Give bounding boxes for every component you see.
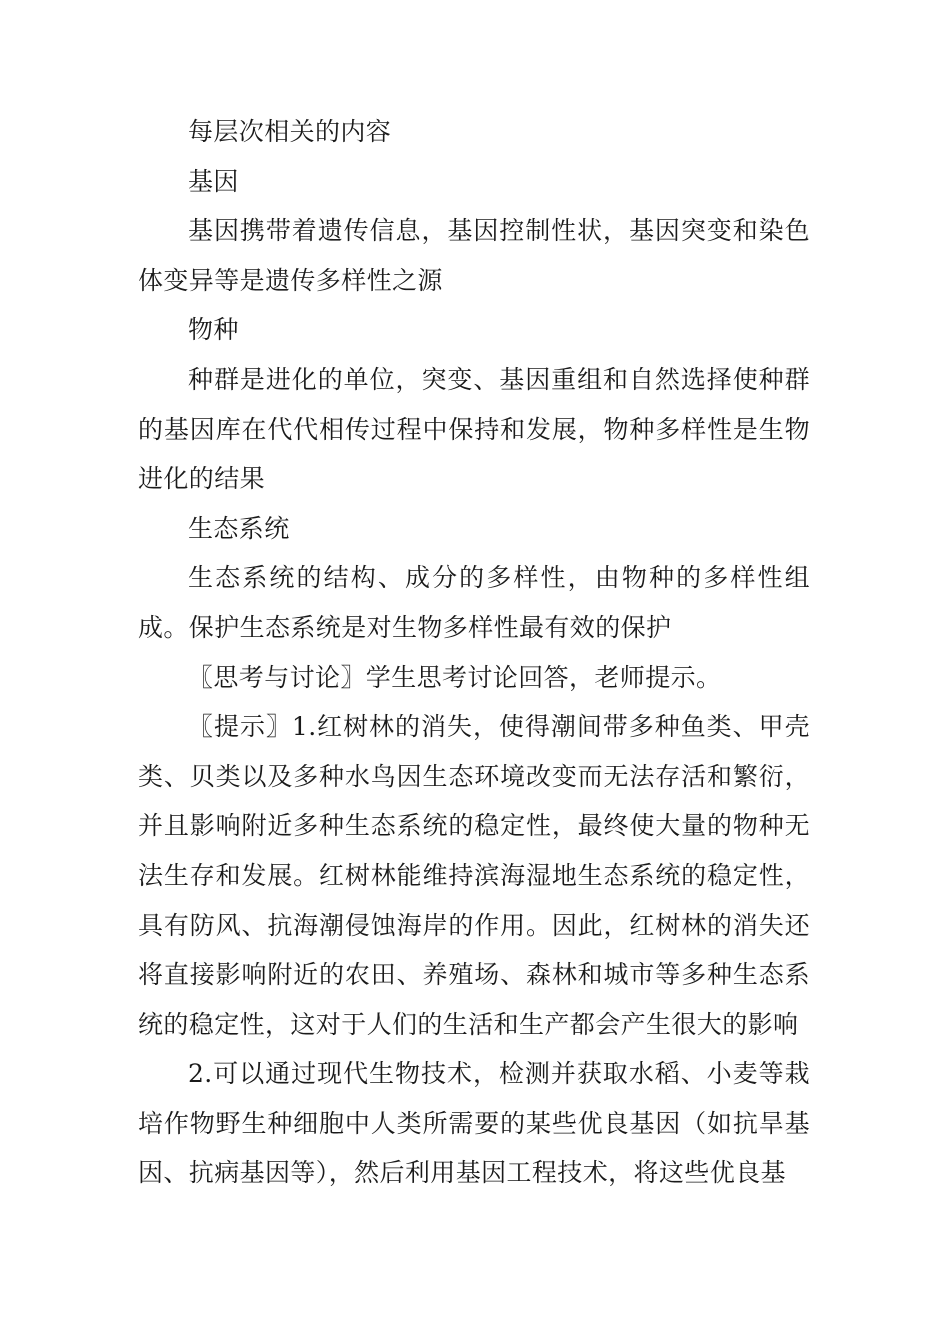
paragraph-8: 〖思考与讨论〗学生思考讨论回答，老师提示。	[188, 662, 722, 692]
paragraph-7: 生态系统的结构、成分的多样性，由物种的多样性组成。保护生态系统是对生物多样性最有效的保护	[138, 563, 810, 642]
paragraph-4: 物种	[188, 315, 239, 345]
paragraph-3: 基因携带着遗传信息，基因控制性状，基因突变和染色体变异等是遗传多样性之源	[138, 216, 810, 295]
paragraph-9: 〖提示〗1.红树林的消失，使得潮间带多种鱼类、甲壳类、贝类以及多种水鸟因生态环境改变而无法存活和繁衍，并且影响附近多种生态系统的稳定性，最终使大量的物种无法生存和发展。红树林能维持滨海湿地生态系统的稳定性，具有防风、抗海潮侵蚀海岸的作用。因此，红树林的消失还将直接影响附近的农田、养殖场、森林和城市等多种生态系统的稳定性，这对于人们的生活和生产都会产生很大的影响	[138, 712, 810, 1039]
paragraph-10: 2.可以通过现代生物技术，检测并获取水稻、小麦等栽培作物野生种细胞中人类所需要的某些优良基因（如抗旱基因、抗病基因等），然后利用基因工程技术，将这些优良基	[138, 1059, 810, 1188]
paragraph-5: 种群是进化的单位，突变、基因重组和自然选择使种群的基因库在代代相传过程中保持和发展，物种多样性是生物进化的结果	[138, 364, 810, 494]
paragraph-6: 生态系统	[188, 513, 290, 543]
paragraph-2: 基因	[188, 166, 239, 196]
paragraph-1: 每层次相关的内容	[188, 117, 392, 146]
document-body	[138, 107, 810, 1198]
